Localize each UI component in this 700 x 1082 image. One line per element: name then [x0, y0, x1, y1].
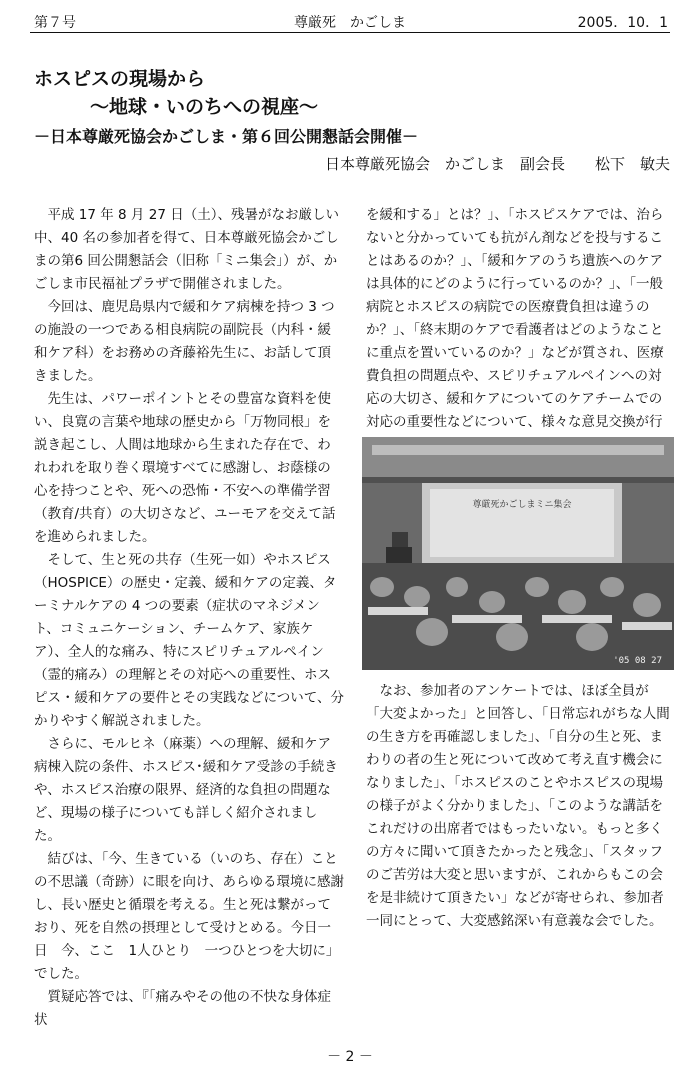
publication-date: 2005．10．1 [577, 15, 668, 31]
issue-number: 第７号 [34, 15, 76, 31]
photo-timestamp: '05 08 27 [613, 656, 662, 666]
header-rule [30, 32, 670, 33]
page-number: － 2 － [327, 1049, 373, 1065]
paragraph: 今回は、鹿児島県内で緩和ケア病棟を持つ 3 つの施設の一つである相良病院の副院長（内科・緩和ケア科）をお務めの斉藤裕先生に、お話して頂きました。 [34, 299, 335, 384]
left-column [34, 204, 344, 1032]
article-title: ホスピスの現場から [34, 68, 206, 90]
publication-name: 尊厳死 かごしま [294, 15, 406, 31]
paragraph: 先生は、パワーポイントとその豊富な資料を使い、良寛の言葉や地球の歴史から「万物同根」を説き起こし、人間は地球から生まれた存在で、われわれを取り巻く環境すべてに感謝し、お蔭様の心を持つことや、死への恐怖・不安への準備学習（教育/共育）の大切さなど、ユーモアを交えて話を進められました。 [34, 391, 336, 545]
right-column [366, 204, 674, 457]
page-header [34, 10, 668, 32]
right-column-lower [366, 680, 674, 933]
paragraph: 質疑応答では、『「痛みやその他の不快な身体症状 [34, 989, 331, 1028]
article-title-sub: ～地球・いのちへの視座～ [90, 96, 319, 118]
paragraph: 結びは、「今、生きている（いのち、存在）ことの不思議（奇跡）に眼を向け、あらゆる環境に感謝し、長い歴史と循環を考える。生と死は繋がっており、死を自然の摂理として受けとめる。今日一日 今、ここ 1人ひとり 一つひとつを大切に」でした。 [34, 851, 344, 982]
paragraph: そして、生と死の共存（生死一如）やホスピス（HOSPICE）の歴史・定義、緩和ケアの定義、ターミナルケアの 4 つの要素（症状のマネジメント、コミュニケーション、チームケア、家族ケア）、全人的な痛み、特にスピリチュアルペイン（霊的痛み）の理解とその対応への重要性、ホスピス・緩和ケアの要件とその実践などについて、分かりやすく解説されました。 [34, 552, 344, 729]
paragraph: 平成 17 年 8 月 27 日（土）、残暑がなお厳しい中、40 名の参加者を得て、日本尊厳死協会かごしまの第6 回公開懇話会（旧称「ミニ集会」）が、かごしま市民福祉プラザで開催されました。 [34, 207, 339, 292]
paragraph: さらに、モルヒネ（麻薬）への理解、緩和ケア病棟入院の条件、ホスピス･緩和ケア受診の手続きや、ホスピス治療の限界、経済的な負担の問題など、現場の様子についても詳しく紹介されました。 [34, 736, 338, 844]
paragraph: なお、参加者のアンケートでは、ほぼ全員が「大変よかった」と回答し、「日常忘れがちな人間の生き方を再確認しました」、「自分の生と死、まわりの者の生と死について改めて考え直す機会になりました」、「ホスピスのことやホスピスの現場の様子がよく分かりました」、「このような講話をこれだけの出席者ではもったいない。もっと多くの方々に聞いて頂きたかったと残念」、「スタッフのご苦労は大変と思いますが、これからもこの会を是非続けて頂きたい」などが寄せられ、参加者一同にとって、大変感銘深い有意義な会でした。 [366, 683, 670, 929]
event-photo [362, 437, 674, 670]
article-subtitle: －日本尊厳死協会かごしま・第６回公開懇話会開催－ [34, 127, 419, 146]
paragraph: を緩和する」とは？」、「ホスピスケアでは、治らないと分かっていても抗がん剤などを投与することはあるのか？」、「緩和ケアのうち遺族へのケアは具体的にどのように行っているのか？」、「一般病院とホスピスの病院での医療費負担は違うのか？」、「終末期のケアで看護者はどのようなことに重点を置いているのか？」などが質され、医療費負担の問題点や、スピリチュアルペインへの対応の大切さ、緩和ケアについてのケアチームでの対応の重要性などについて、様々な意見交換が行 [366, 207, 664, 430]
article-author: 日本尊厳死協会 かごしま 副会長 松下 敏夫 [324, 155, 670, 173]
screen-text: 尊厳死かごしまミニ集会 [472, 500, 572, 510]
